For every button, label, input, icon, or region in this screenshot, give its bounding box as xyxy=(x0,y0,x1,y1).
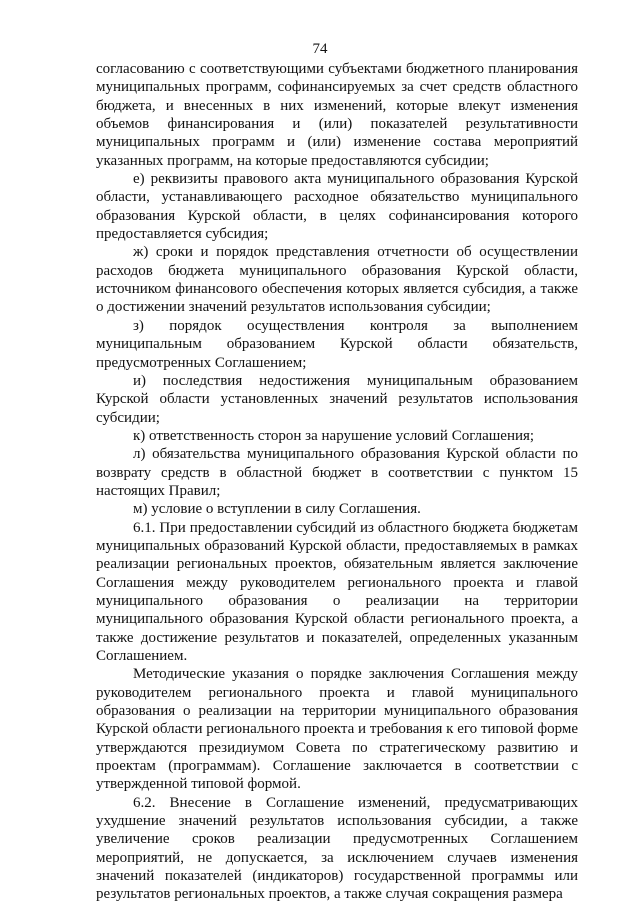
clause-6-2: 6.2. Внесение в Соглашение изменений, предусматривающих ухудшение значений результатов использования субсидии, а также увеличение сроков реализации предусмотренных Соглашением мероприятий, не допускается, за исключением случаев изменения значений показателей (индикаторов) государственной программы или результатов региональных проектов, а также случая сокращения размера xyxy=(96,794,578,903)
list-item-k: к) ответственность сторон за нарушение условий Соглашения; xyxy=(133,427,535,444)
list-item-zh: ж) сроки и порядок представления отчетности об осуществлении расходов бюджета муниципального образования Курской области, источником финансового обеспечения которых является субсидия, а также о достижении значений результатов использования субсидии; xyxy=(96,244,578,316)
paragraph: согласованию с соответствующими субъектами бюджетного планирования муниципальных программ, софинансируемых за счет средств областного бюджета, и внесенных в них изменений, которые влекут изменения объемов финансирования и (или) показателей результативности муниципальных программ и (или) изменение состава мероприятий указанных программ, на которые предоставляются субсидии; xyxy=(96,61,578,169)
list-item-m: м) условие о вступлении в силу Соглашения. xyxy=(133,501,421,518)
page-number: 74 xyxy=(312,41,328,57)
list-item-l: л) обязательства муниципального образования Курской области по возврату средств в областной бюджет в соответствии с пунктом 15 настоящих Правил; xyxy=(96,446,578,499)
document-body xyxy=(96,60,578,904)
list-item-e: е) реквизиты правового акта муниципального образования Курской области, устанавливающего расходное обязательство муниципального образования Курской области, в целях софинансирования которого предоставляется субсидия; xyxy=(96,171,578,243)
list-item-z: з) порядок осуществления контроля за выполнением муниципальным образованием Курской области обязательств, предусмотренных Соглашением; xyxy=(96,317,578,371)
list-item-i: и) последствия недостижения муниципальным образованием Курской области установленных значений результатов использования субсидии; xyxy=(96,372,578,426)
paragraph-methodical-guidelines: Методические указания о порядке заключения Соглашения между руководителем регионального проекта и главой муниципального образования о реализации на территории муниципального образования Курской области регионального проекта и требования к его типовой форме утверждаются президиумом Совета по стратегическому развитию и проектам (программам). Соглашение заключается в соответствии с утвержденной типовой формой. xyxy=(96,666,578,793)
clause-6-1: 6.1. При предоставлении субсидий из областного бюджета бюджетам муниципальных образований Курской области, предоставляемых в рамках реализации региональных проектов, обязательным является заключение Соглашения между руководителем регионального проекта и главой муниципального образования о реализации на территории муниципального образования Курской области регионального проекта, а также достижение результатов и показателей, определенных указанным Соглашением. xyxy=(96,519,578,664)
